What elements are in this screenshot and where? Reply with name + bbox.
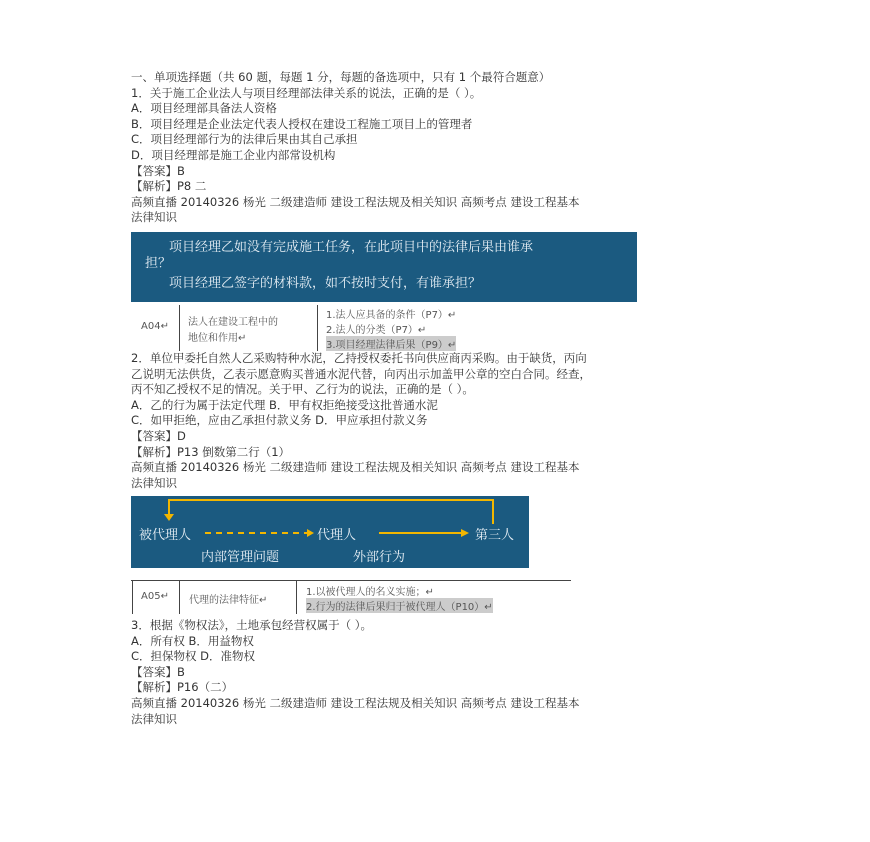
q3-options-cd: C．担保物权 D．准物权 — [131, 649, 256, 664]
arrow-head — [307, 529, 314, 537]
table-code: A04↵ — [141, 321, 169, 332]
q2-source-2: 法律知识 — [131, 475, 177, 490]
q3-source-2: 法律知识 — [131, 711, 177, 726]
table-topic: 地位和作用↵ — [188, 333, 247, 344]
q2-stem: 丙不知乙授权不足的情况。关于甲、乙行为的说法，正确的是（ ）。 — [131, 382, 474, 397]
table-item: 1.以被代理人的名义实施；↵ — [306, 587, 434, 598]
table-divider — [317, 305, 318, 351]
question-3 — [131, 618, 746, 727]
q2-analysis: 【解析】P13 倒数第二行（1） — [131, 444, 291, 459]
table-code: A05↵ — [141, 591, 169, 602]
principal-label: 被代理人 — [139, 528, 192, 543]
agent-label: 代理人 — [317, 528, 357, 543]
q2-options-ab: A．乙的行为属于法定代理 B．甲有权拒绝接受这批普通水泥 — [131, 397, 438, 412]
agency-diagram — [131, 496, 529, 568]
internal-label: 内部管理问题 — [201, 550, 280, 565]
slide-text: 项目经理乙如没有完成施工任务，在此项目中的法律后果由谁承 — [169, 240, 534, 255]
slide-text: 项目经理乙签字的材料款，如不按时支付，有谁承担？ — [169, 276, 482, 291]
table-topic: 法人在建设工程中的 — [188, 317, 278, 328]
q1-answer: 【答案】B — [131, 163, 185, 178]
table-item-highlighted: 3.项目经理法律后果（P9）↵ — [326, 336, 456, 351]
q3-source: 高频直播 20140326 杨光 二级建造师 建设工程法规及相关知识 高频考点 建设工程基本 — [131, 695, 580, 710]
slide-text: 担？ — [145, 256, 172, 271]
q3-options-ab: A．所有权 B．用益物权 — [131, 633, 254, 648]
return-arrow — [169, 500, 493, 524]
q2-options-cd: C．如甲拒绝，应由乙承担付款义务 D．甲应承担付款义务 — [131, 413, 428, 428]
table-divider — [132, 581, 133, 614]
q1-option-d: D．项目经理部是施工企业内部常设机构 — [131, 147, 336, 162]
q1-stem: 1．关于施工企业法人与项目经理部法律关系的说法，正确的是（ ）。 — [131, 85, 482, 100]
q1-source-2: 法律知识 — [131, 210, 177, 225]
q3-answer: 【答案】B — [131, 664, 185, 679]
table-divider — [296, 581, 297, 614]
table-item-highlighted: 2.行为的法律后果归于被代理人（P10）↵ — [306, 598, 493, 613]
third-party-label: 第三人 — [475, 528, 515, 543]
slide-image-1 — [131, 232, 637, 302]
q2-stem: 乙说明无法供货，乙表示愿意购买普通水泥代替，向丙出示加盖甲公章的空白合同。经查， — [131, 366, 591, 381]
q3-analysis: 【解析】P16（二） — [131, 680, 234, 695]
table-divider — [179, 305, 180, 351]
outline-table-a05 — [131, 580, 571, 615]
question-1 — [131, 70, 746, 226]
outline-table-a04 — [131, 305, 511, 351]
q2-stem: 2．单位甲委托自然人乙采购特种水泥，乙持授权委托书向供应商丙采购。由于缺货，丙向 — [131, 351, 587, 365]
q1-option-c: C．项目经理部行为的法律后果由其自己承担 — [131, 132, 358, 147]
table-topic: 代理的法律特征↵ — [189, 595, 268, 606]
q2-answer: 【答案】D — [131, 428, 186, 443]
external-label: 外部行为 — [353, 550, 406, 565]
table-item: 2.法人的分类（P7）↵ — [326, 325, 427, 336]
q1-option-a: A．项目经理部具备法人资格 — [131, 101, 277, 116]
q2-source: 高频直播 20140326 杨光 二级建造师 建设工程法规及相关知识 高频考点 建设工程基本 — [131, 460, 580, 475]
table-divider — [179, 581, 180, 614]
arrow-head — [461, 529, 469, 537]
arrow-head — [164, 514, 174, 521]
section-title: 一、单项选择题（共 60 题，每题 1 分，每题的备选项中，只有 1 个最符合题意） — [131, 70, 551, 84]
q3-stem: 3．根据《物权法》，土地承包经营权属于（ ）。 — [131, 618, 372, 632]
q1-option-b: B．项目经理是企业法定代表人授权在建设工程施工项目上的管理者 — [131, 116, 473, 131]
q1-source: 高频直播 20140326 杨光 二级建造师 建设工程法规及相关知识 高频考点 建设工程基本 — [131, 194, 580, 209]
table-item: 1.法人应具备的条件（P7）↵ — [326, 310, 457, 321]
q1-analysis: 【解析】P8 二 — [131, 179, 207, 194]
question-2 — [131, 351, 746, 491]
